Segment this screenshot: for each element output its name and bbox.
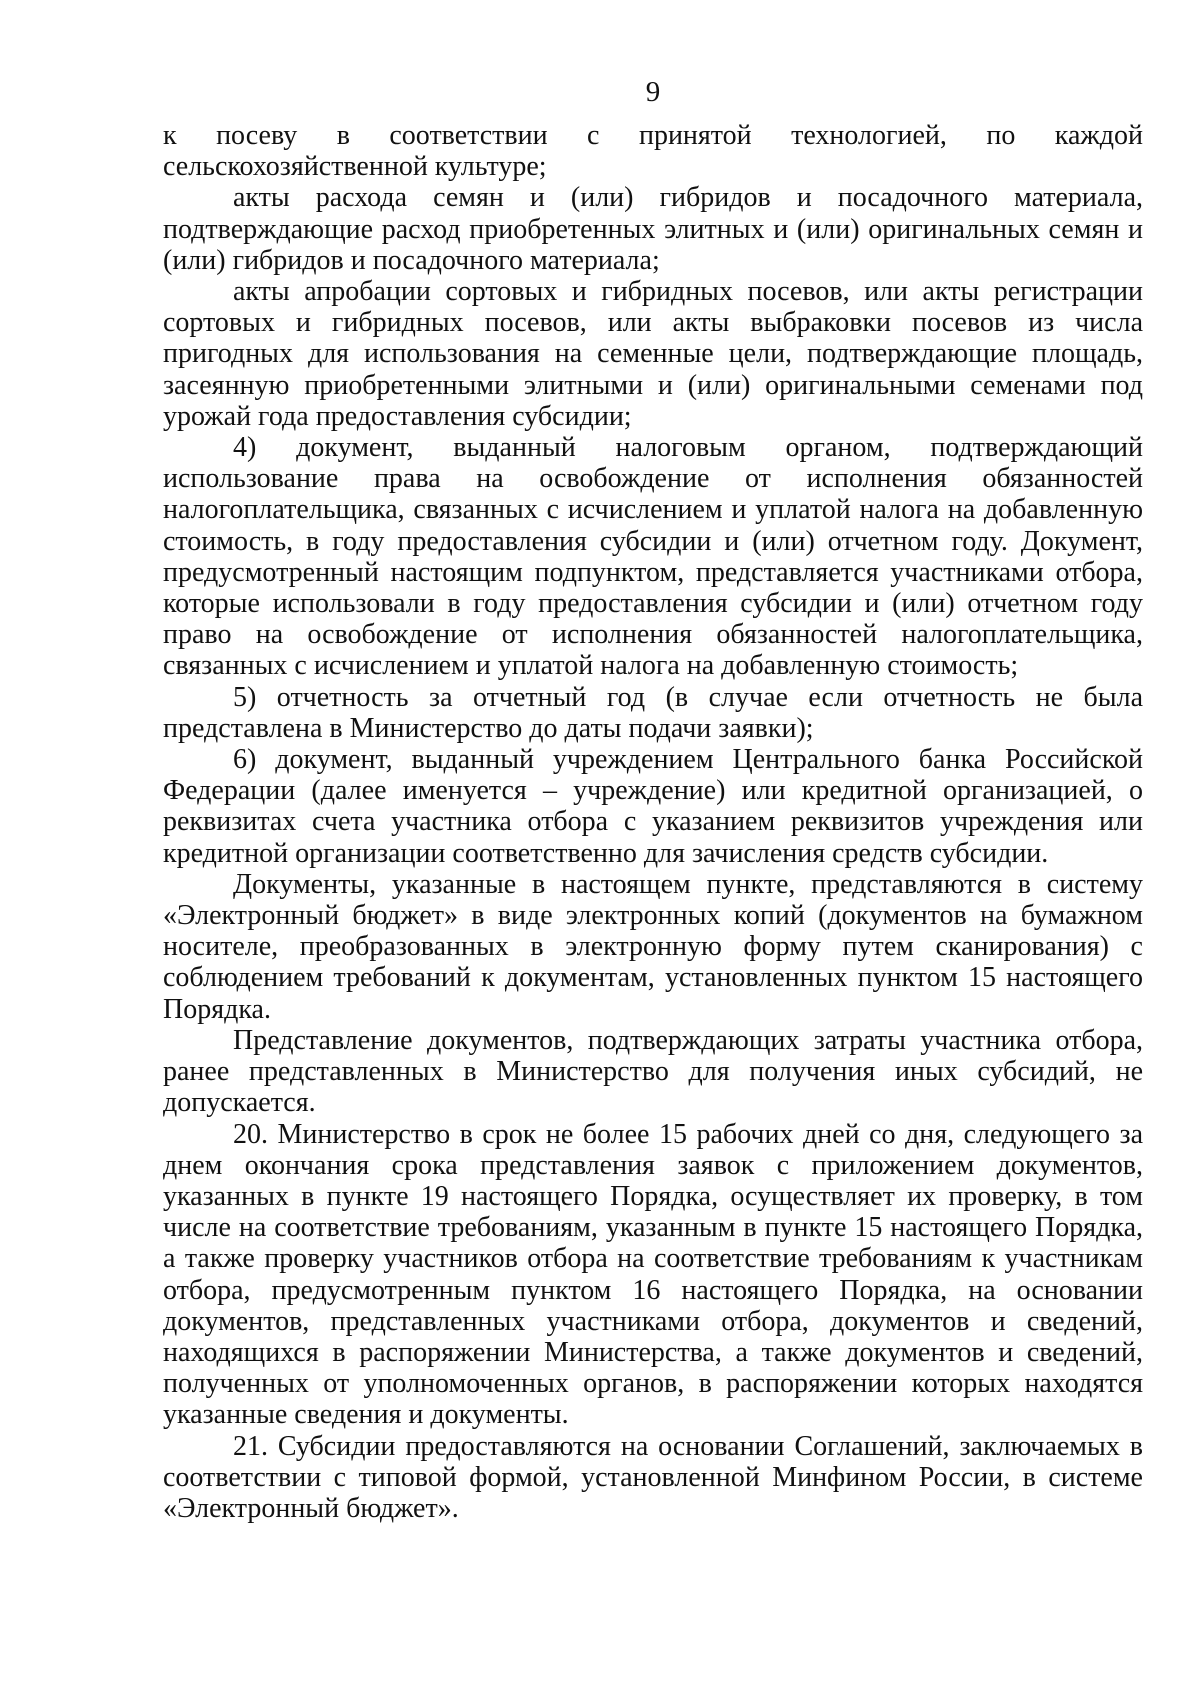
paragraph: Представление документов, подтверждающих затраты участника отбора, ранее представленных в Министерство для получения иных субсидий, не допускается. — [163, 1024, 1143, 1119]
paragraph: акты апробации сортовых и гибридных посевов, или акты регистрации сортовых и гибридных посевов, или акты выбраковки посевов из числа пригодных для использования на семенные цели, подтверждающие площадь, засеянную приобретенными элитными и (или) оригинальными семенами под урожай года предоставления субсидии; — [163, 276, 1143, 432]
paragraph: 4) документ, выданный налоговым органом, подтверждающий использование права на освобождение от исполнения обязанностей налогоплательщика, связанных с исчислением и уплатой налога на добавленную стоимость, в году предоставления субсидии и (или) отчетном году. Документ, предусмотренный настоящим подпунктом, представляется участниками отбора, которые использовали в году предоставления субсидии и (или) отчетном году право на освобождение от исполнения обязанностей налогоплательщика, связанных с исчислением и уплатой налога на добавленную стоимость; — [163, 432, 1143, 682]
paragraph: 20. Министерство в срок не более 15 рабочих дней со дня, следующего за днем окончания срока представления заявок с приложением документов, указанных в пункте 19 настоящего Порядка, осуществляет их проверку, в том числе на соответствие требованиям, указанным в пункте 15 настоящего Порядка, а также проверку участников отбора на соответствие требованиям к участникам отбора, предусмотренным пунктом 16 настоящего Порядка, на основании документов, представленных участниками отбора, документов и сведений, находящихся в распоряжении Министерства, а также документов и сведений, полученных от уполномоченных органов, в распоряжении которых находятся указанные сведения и документы. — [163, 1118, 1143, 1431]
page-number: 9 — [645, 76, 661, 108]
paragraph: 6) документ, выданный учреждением Центрального банка Российской Федерации (далее именуется – учреждение) или кредитной организацией, о реквизитах счета участника отбора с указанием реквизитов учреждения или кредитной организации соответственно для зачисления средств субсидии. — [163, 744, 1143, 869]
paragraph: 5) отчетность за отчетный год (в случае если отчетность не была представлена в Министерство до даты подачи заявки); — [163, 681, 1143, 744]
document-body — [163, 120, 1143, 1524]
paragraph: Документы, указанные в настоящем пункте, представляются в систему «Электронный бюджет» в виде электронных копий (документов на бумажном носителе, преобразованных в электронную форму путем сканирования) с соблюдением требований к документам, установленных пунктом 15 настоящего Порядка. — [163, 868, 1143, 1025]
paragraph: 21. Субсидии предоставляются на основании Соглашений, заключаемых в соответствии с типовой формой, установленной Минфином России, в системе «Электронный бюджет». — [163, 1430, 1143, 1524]
paragraph: к посеву в соответствии с принятой технологией, по каждой сельскохозяйственной культуре; — [163, 120, 1143, 183]
paragraph: акты расхода семян и (или) гибридов и посадочного материала, подтверждающие расход приобретенных элитных и (или) оригинальных семян и (или) гибридов и посадочного материала; — [163, 182, 1143, 276]
